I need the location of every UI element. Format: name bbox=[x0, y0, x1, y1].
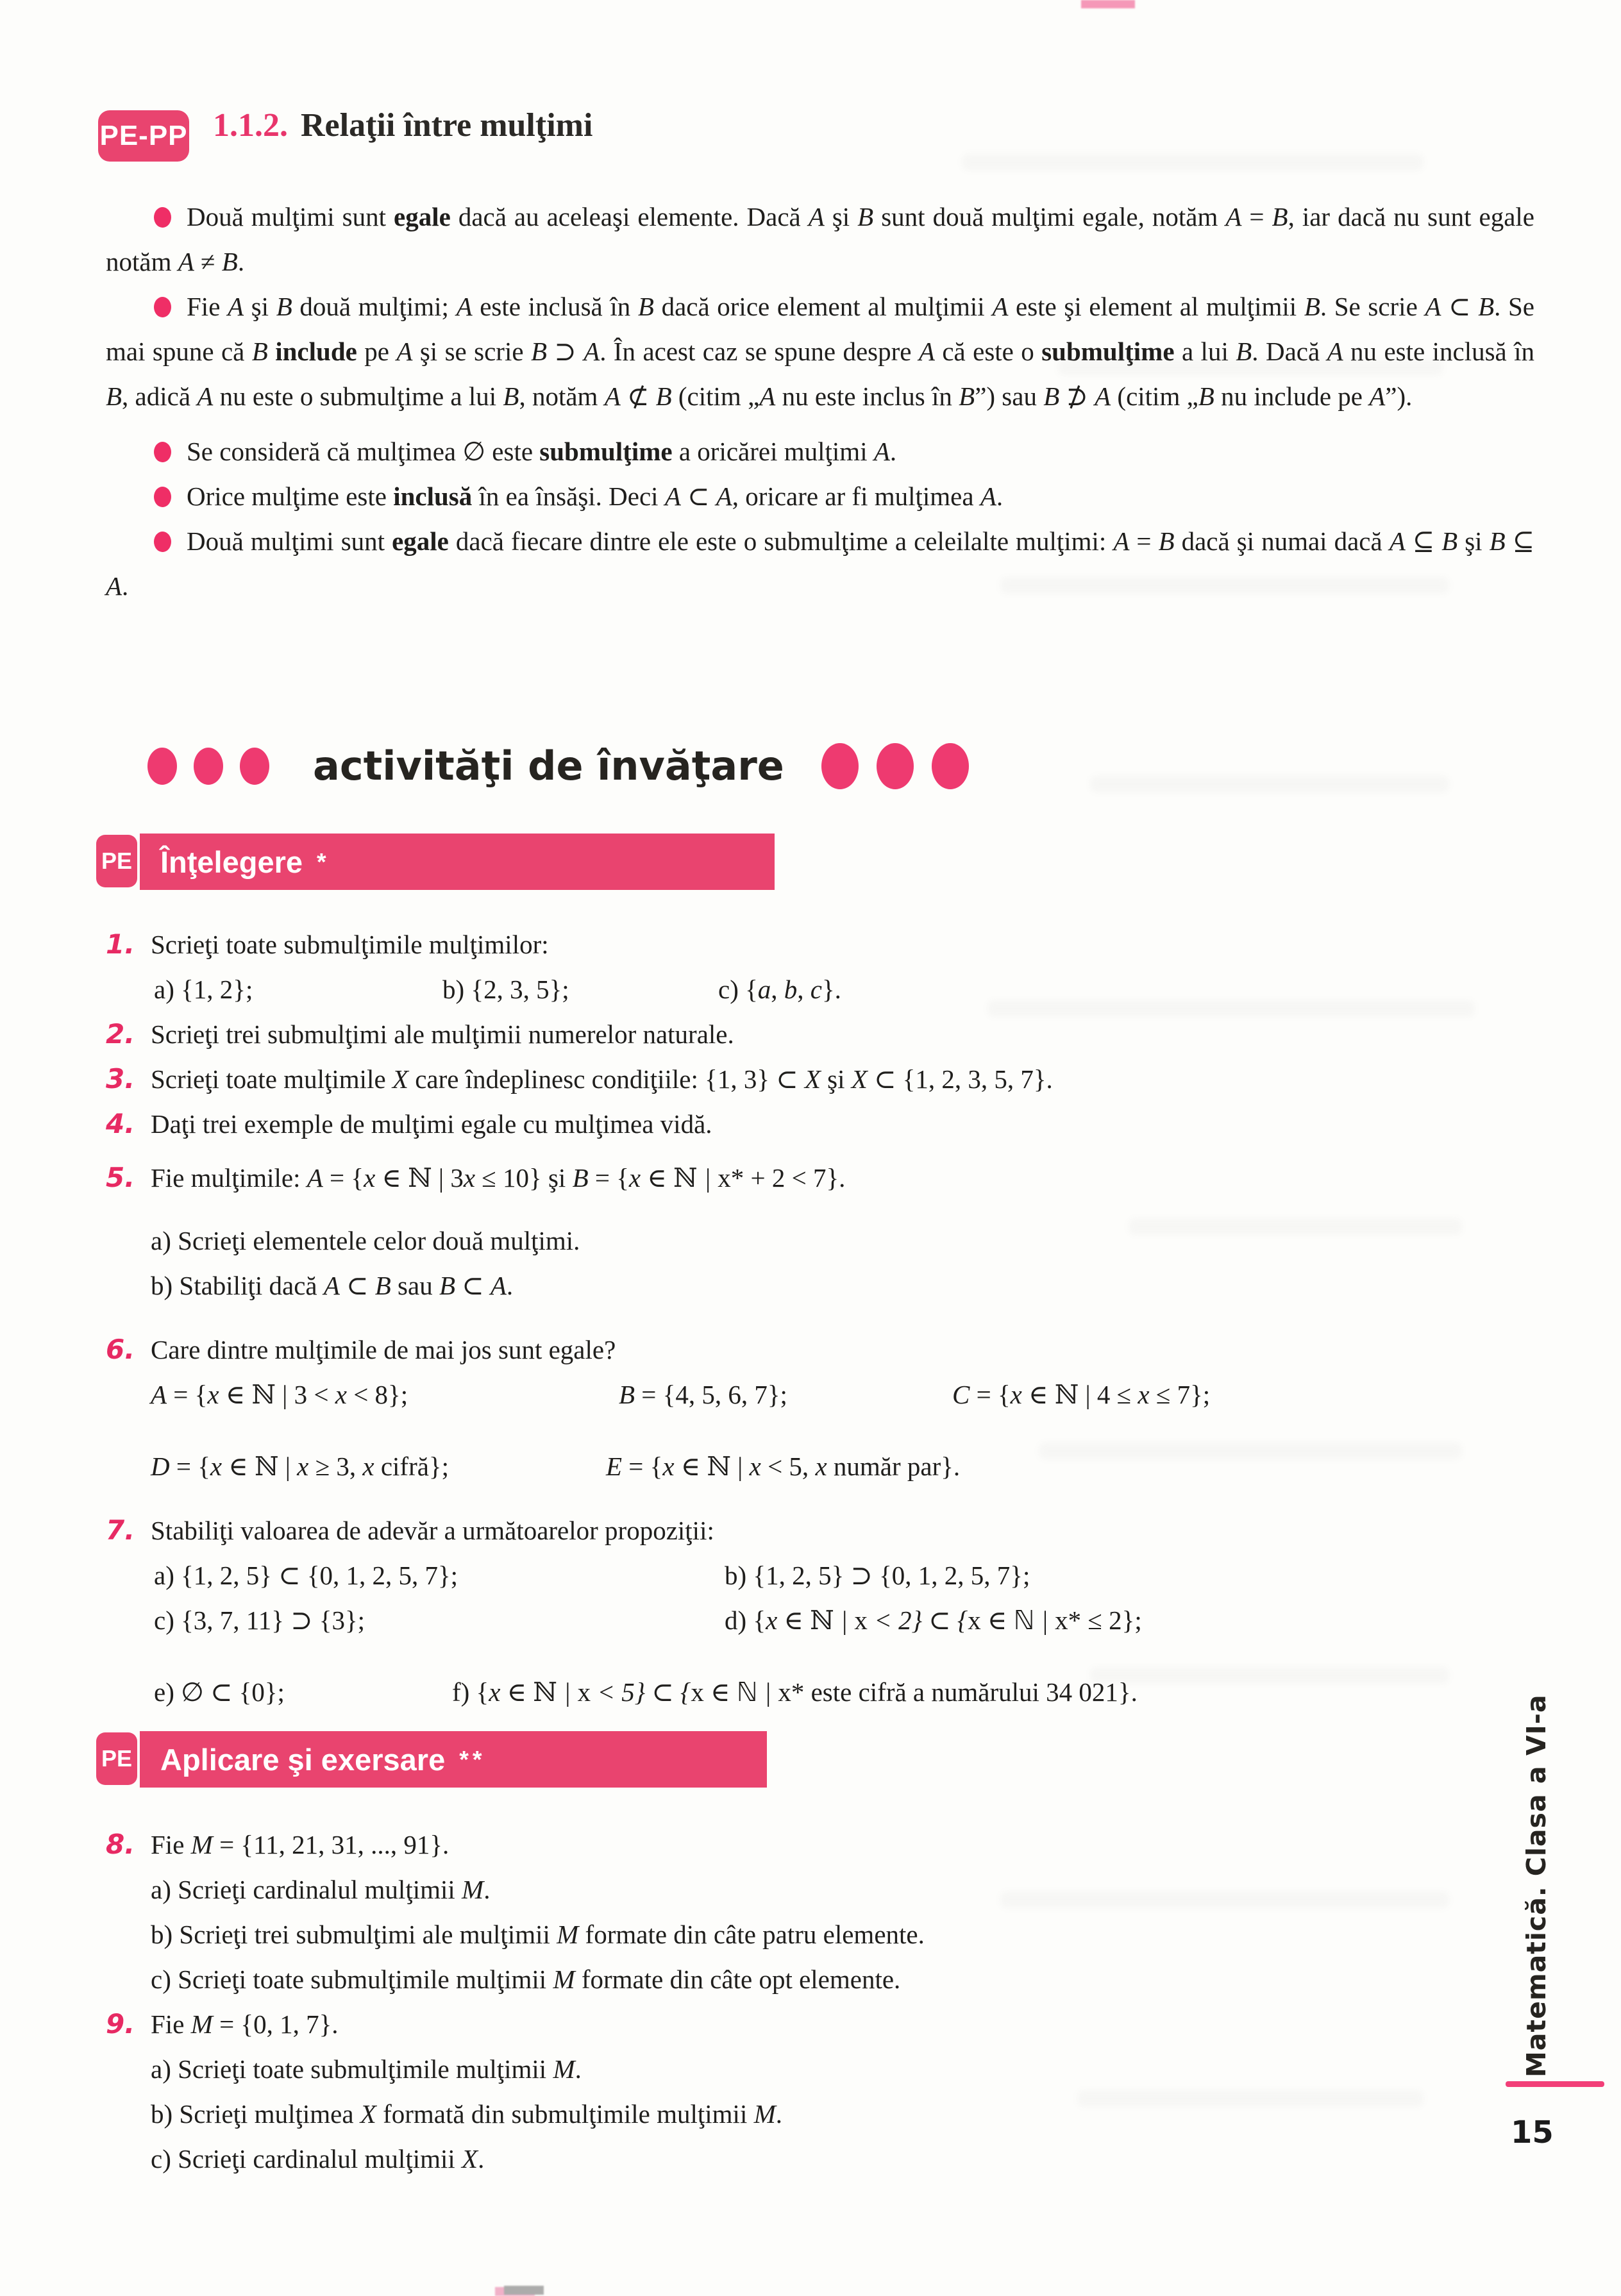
intro-bullet-item: Se consideră că mulţimea ∅ este submulţime a oricărei mulţimi A. bbox=[106, 429, 1534, 474]
option-cell: a) {1, 2}; bbox=[154, 975, 253, 1004]
exercise-subitem: b) Stabiliţi dacă A ⊂ B sau B ⊂ A. bbox=[151, 1271, 514, 1300]
exercise-subitem: b) Scrieţi trei submulţimi ale mulţimii M formate din câte patru elemente. bbox=[151, 1920, 925, 1949]
heading-dot-icon bbox=[147, 748, 177, 785]
exercise-number: 2. bbox=[106, 1018, 135, 1050]
exercise-item bbox=[106, 1102, 1545, 1146]
sidebar-accent-line bbox=[1506, 2081, 1604, 2087]
exercise-subitem: a) Scrieţi toate submulţimile mulţimii M. bbox=[151, 2054, 582, 2084]
exercise-list-application bbox=[106, 1822, 1545, 2181]
heading-dot-icon bbox=[932, 743, 969, 789]
exercise-options-row bbox=[151, 1598, 1545, 1643]
bullet-dot-icon bbox=[154, 532, 171, 552]
bleed-artifact bbox=[1000, 1891, 1449, 1908]
intro-bullet-item: Fie A şi B două mulţimi; A este inclusă în B dacă orice element al mulţimii A este şi element al mulţimii B. Se scrie A ⊂ B. Se mai spune că B include pe A şi se scrie B ⊃ A. În acest caz se spune despre A că este o submulţime a lui B. Dacă A nu este inclusă în B, adică A nu este o submulţime a lui B, notăm A ⊄ B (citim „A nu este inclus în B”) sau B ⊅ A (citim „B nu include pe A”). bbox=[106, 292, 1535, 411]
option-cell: B = {4, 5, 6, 7}; bbox=[619, 1380, 787, 1409]
option-cell: E = {x ∈ ℕ | x < 5, x număr par}. bbox=[606, 1452, 961, 1481]
bleed-artifact bbox=[962, 154, 1424, 171]
option-cell: d) {x ∈ ℕ | x < 2} ⊂ {x ∈ ℕ | x* ≤ 2}; bbox=[725, 1605, 1142, 1635]
exercise-text: Care dintre mulţimile de mai jos sunt egale? bbox=[151, 1335, 616, 1364]
section-number: 1.1.2. bbox=[213, 107, 288, 144]
exercise-subitem: a) Scrieţi cardinalul mulţimii M. bbox=[151, 1875, 491, 1904]
exercise-text: Stabiliţi valoarea de adevăr a următoarelor propoziţii: bbox=[151, 1516, 714, 1545]
bullet-dot-icon bbox=[154, 442, 171, 462]
heading-dot-icon bbox=[240, 748, 269, 785]
intro-bullet-item: Orice mulţime este inclusă în ea însăşi. Deci A ⊂ A, oricare ar fi mulţimea A. bbox=[106, 474, 1534, 519]
option-cell: b) {2, 3, 5}; bbox=[442, 975, 569, 1004]
bleed-artifact bbox=[1039, 1443, 1462, 1459]
activities-heading-label: activităţi de învăţare bbox=[313, 742, 784, 789]
bleed-artifact bbox=[1090, 776, 1449, 792]
exercise-number: 5. bbox=[106, 1162, 135, 1193]
bleed-artifact bbox=[1058, 359, 1443, 376]
exercise-text: Scrieţi trei submulţimi ale mulţimii numerelor naturale. bbox=[151, 1019, 734, 1049]
exercise-item bbox=[106, 1327, 1545, 1489]
bleed-artifact bbox=[1077, 2090, 1424, 2107]
bullet-dot-icon bbox=[154, 297, 171, 317]
option-cell: a) {1, 2, 5} ⊂ {0, 1, 2, 5, 7}; bbox=[154, 1561, 458, 1590]
exercise-text: Fie M = {11, 21, 31, ..., 91}. bbox=[151, 1830, 449, 1859]
category-title: Înţelegere bbox=[160, 844, 303, 879]
pe-badge: PE bbox=[96, 1732, 137, 1785]
option-cell: b) {1, 2, 5} ⊃ {0, 1, 2, 5, 7}; bbox=[725, 1561, 1030, 1590]
section-title: Relaţii între mulţimi bbox=[301, 107, 593, 144]
activities-heading bbox=[147, 742, 969, 789]
page-title bbox=[213, 106, 592, 144]
exercise-text: Fie mulţimile: A = {x ∈ ℕ | 3x ≤ 10} şi B = {x ∈ ℕ | x* + 2 < 7}. bbox=[151, 1163, 846, 1193]
exercise-text: Daţi trei exemple de mulţimi egale cu mulţimea vidă. bbox=[151, 1109, 712, 1139]
exercise-number: 3. bbox=[106, 1063, 135, 1094]
option-cell: f) {x ∈ ℕ | x < 5} ⊂ {x ∈ ℕ | x* este cifră a numărului 34 021}. bbox=[452, 1677, 1138, 1707]
exercise-subitem: a) Scrieţi elementele celor două mulţimi. bbox=[151, 1226, 580, 1255]
exercise-text: Scrieţi toate mulţimile X care îndeplinesc condiţiile: {1, 3} ⊂ X şi X ⊂ {1, 2, 3, 5, 7}. bbox=[151, 1064, 1053, 1094]
exercise-number: 8. bbox=[106, 1829, 135, 1860]
option-cell: e) ∅ ⊂ {0}; bbox=[154, 1677, 285, 1707]
exercise-subitem: c) Scrieţi cardinalul mulţimii X. bbox=[151, 2144, 485, 2174]
intro-bullet-list bbox=[106, 194, 1534, 608]
exercise-number: 7. bbox=[106, 1514, 135, 1546]
chapter-code-badge: PE-PP bbox=[98, 110, 189, 162]
intro-bullet-item: Două mulţimi sunt egale dacă fiecare dintre ele este o submulţime a celeilalte mulţimi: A = B dacă şi numai dacă A ⊆ B şi B ⊆ A. bbox=[106, 526, 1535, 601]
exercise-options-row bbox=[151, 1553, 1545, 1598]
option-cell: D = {x ∈ ℕ | x ≥ 3, x cifră}; bbox=[151, 1452, 449, 1481]
option-cell: c) {a, b, c}. bbox=[718, 975, 841, 1004]
exercise-number: 9. bbox=[106, 2008, 135, 2040]
scan-artifact bbox=[504, 2286, 544, 2295]
exercise-number: 4. bbox=[106, 1108, 135, 1139]
sidebar-vertical-label: Matematică. Clasa a VI-a bbox=[1521, 1694, 1552, 2077]
page-number: 15 bbox=[1511, 2115, 1554, 2150]
exercise-text: Scrieţi toate submulţimile mulţimilor: bbox=[151, 930, 549, 959]
option-cell: C = {x ∈ ℕ | 4 ≤ x ≤ 7}; bbox=[952, 1380, 1211, 1409]
bleed-artifact bbox=[987, 1000, 1475, 1017]
exercise-number: 6. bbox=[106, 1334, 135, 1365]
bleed-artifact bbox=[1090, 1667, 1449, 1684]
intro-bullet-item: Două mulţimi sunt egale dacă au aceleaşi elemente. Dacă A şi B sunt două mulţimi egale, notăm A = B, iar dacă nu sunt egale notăm A ≠ B. bbox=[106, 202, 1535, 276]
exercise-text: Fie M = {0, 1, 7}. bbox=[151, 2009, 339, 2039]
category-banner-bar: Înţelegere * bbox=[140, 834, 775, 890]
category-title: Aplicare şi exersare bbox=[160, 1742, 446, 1777]
bullet-dot-icon bbox=[154, 487, 171, 507]
option-cell: A = {x ∈ ℕ | 3 < x < 8}; bbox=[151, 1380, 408, 1409]
exercise-subitem: b) Scrieţi mulţimea X formată din submulţimile mulţimii M. bbox=[151, 2099, 782, 2129]
heading-dot-icon bbox=[877, 743, 914, 789]
category-banner-bar: Aplicare şi exersare ** bbox=[140, 1731, 767, 1788]
bullet-dot-icon bbox=[154, 207, 171, 228]
exercise-list-understanding bbox=[106, 922, 1545, 1714]
bleed-artifact bbox=[1000, 577, 1449, 594]
exercise-item bbox=[106, 1057, 1545, 1102]
exercise-item bbox=[106, 1012, 1545, 1057]
heading-dot-icon bbox=[821, 743, 859, 789]
heading-dot-icon bbox=[194, 748, 223, 785]
exercise-item bbox=[106, 922, 1545, 1012]
pe-badge: PE bbox=[96, 835, 137, 887]
exercise-item bbox=[106, 1822, 1545, 2002]
bleed-artifact bbox=[1129, 1218, 1462, 1235]
exercise-number: 1. bbox=[106, 928, 135, 960]
exercise-subitem: c) Scrieţi toate submulţimile mulţimii M formate din câte opt elemente. bbox=[151, 1965, 901, 1994]
exercise-options-row bbox=[151, 1372, 1545, 1417]
option-cell: c) {3, 7, 11} ⊃ {3}; bbox=[154, 1605, 365, 1635]
scan-artifact bbox=[1081, 0, 1135, 8]
